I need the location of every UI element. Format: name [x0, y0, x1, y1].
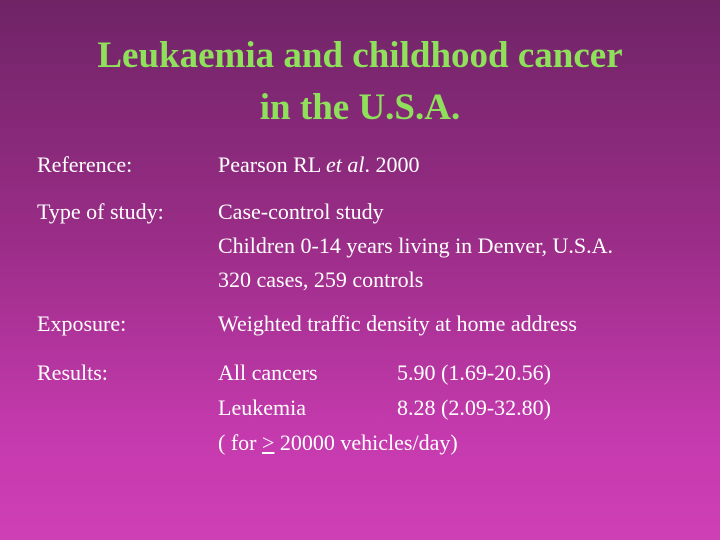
result-name-all-cancers: All cancers	[218, 360, 318, 385]
reference-value	[218, 148, 419, 182]
type-of-study-line-3: 320 cases, 259 controls	[218, 267, 424, 292]
title-line-1: Leukaemia and childhood cancer	[97, 35, 623, 76]
result-name-leukemia: Leukemia	[218, 395, 306, 420]
title-line-2: in the U.S.A.	[259, 87, 461, 128]
reference-authors: Pearson RL	[218, 152, 326, 177]
reference-et-al: et al	[325, 152, 365, 177]
greater-equal-symbol: >	[261, 430, 275, 455]
results-note-pre: ( for	[218, 430, 262, 455]
slide-title	[0, 30, 720, 134]
result-value-all-cancers: 5.90 (1.69-20.56)	[397, 360, 551, 385]
results-note	[218, 426, 458, 460]
type-of-study-line-1: Case-control study	[218, 199, 384, 224]
results-label: Results:	[37, 360, 108, 385]
reference-year: . 2000	[364, 152, 420, 177]
reference-label: Reference:	[37, 152, 133, 177]
type-of-study-line-2: Children 0-14 years living in Denver, U.S.A.	[218, 233, 614, 258]
exposure-value: Weighted traffic density at home address	[218, 311, 577, 336]
results-note-post: 20000 vehicles/day)	[274, 430, 458, 455]
result-value-leukemia: 8.28 (2.09-32.80)	[397, 395, 551, 420]
exposure-label: Exposure:	[37, 311, 127, 336]
type-of-study-label: Type of study:	[37, 199, 164, 224]
